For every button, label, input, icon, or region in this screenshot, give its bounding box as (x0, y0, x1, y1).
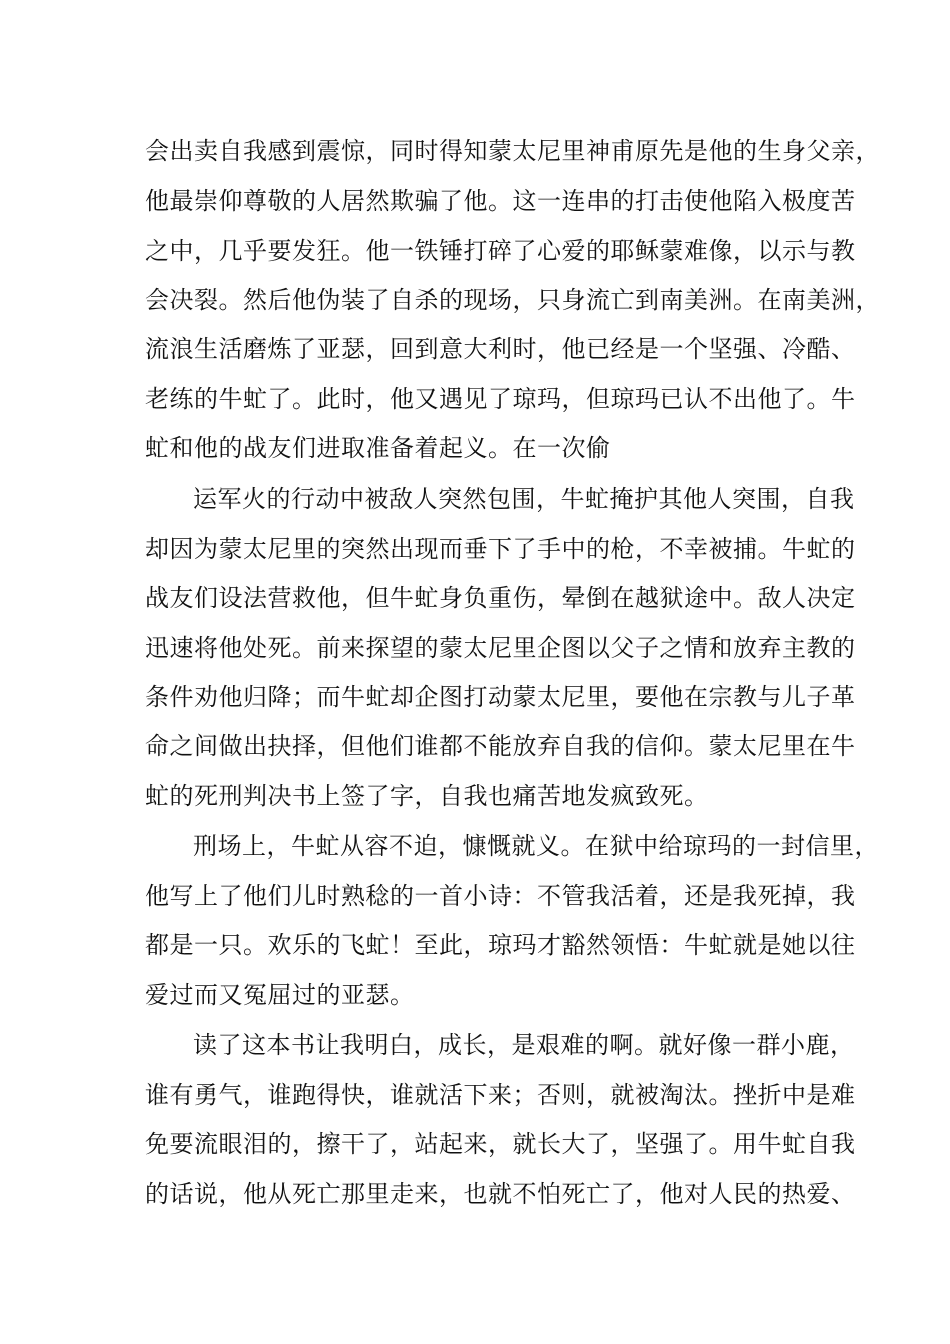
text-line: 命之间做出抉择，但他们谁都不能放弃自我的信仰。蒙太尼里在牛 (145, 732, 856, 760)
paragraph-first-line: 运军火的行动中被敌人突然包围，牛虻掩护其他人突围，自我 (193, 485, 855, 513)
text-line: 都是一只。欢乐的飞虻！至此，琼玛才豁然领悟：牛虻就是她以往 (145, 931, 856, 959)
text-line: 老练的牛虻了。此时，他又遇见了琼玛，但琼玛已认不出他了。牛 (145, 385, 856, 413)
paragraph-first-line: 刑场上，牛虻从容不迫，慷慨就义。在狱中给琼玛的一封信里， (193, 832, 879, 860)
text-line: 流浪生活磨炼了亚瑟，回到意大利时，他已经是一个坚强、冷酷、 (145, 335, 856, 363)
text-line: 虻的死刑判决书上签了字，自我也痛苦地发疯致死。 (145, 782, 709, 810)
text-line: 爱过而又冤屈过的亚瑟。 (145, 981, 415, 1009)
text-line: 迅速将他处死。前来探望的蒙太尼里企图以父子之情和放弃主教的 (145, 634, 856, 662)
text-line: 他最崇仰尊敬的人居然欺骗了他。这一连串的打击使他陷入极度苦 (145, 187, 856, 215)
paragraph-first-line: 读了这本书让我明白，成长，是艰难的啊。就好像一群小鹿， (193, 1031, 855, 1059)
text-line: 他写上了他们儿时熟稔的一首小诗：不管我活着，还是我死掉，我 (145, 882, 856, 910)
text-line: 虻和他的战友们进取准备着起义。在一次偷 (145, 434, 611, 462)
text-line: 战友们设法营救他，但牛虻身负重伤，晕倒在越狱途中。敌人决定 (145, 584, 856, 612)
text-line: 之中，几乎要发狂。他一铁锤打碎了心爱的耶稣蒙难像，以示与教 (145, 237, 856, 265)
text-line: 免要流眼泪的，擦干了，站起来，就长大了，坚强了。用牛虻自我 (145, 1130, 856, 1158)
text-line: 却因为蒙太尼里的突然出现而垂下了手中的枪，不幸被捕。牛虻的 (145, 535, 856, 563)
text-line: 的话说，他从死亡那里走来，也就不怕死亡了，他对人民的热爱、 (145, 1180, 856, 1208)
text-line: 谁有勇气，谁跑得快，谁就活下来；否则，就被淘汰。挫折中是难 (145, 1081, 856, 1109)
text-line: 会决裂。然后他伪装了自杀的现场，只身流亡到南美洲。在南美洲， (145, 286, 880, 314)
text-line: 条件劝他归降；而牛虻却企图打动蒙太尼里，要他在宗教与儿子革 (145, 683, 856, 711)
text-line: 会出卖自我感到震惊，同时得知蒙太尼里神甫原先是他的生身父亲， (145, 137, 880, 165)
